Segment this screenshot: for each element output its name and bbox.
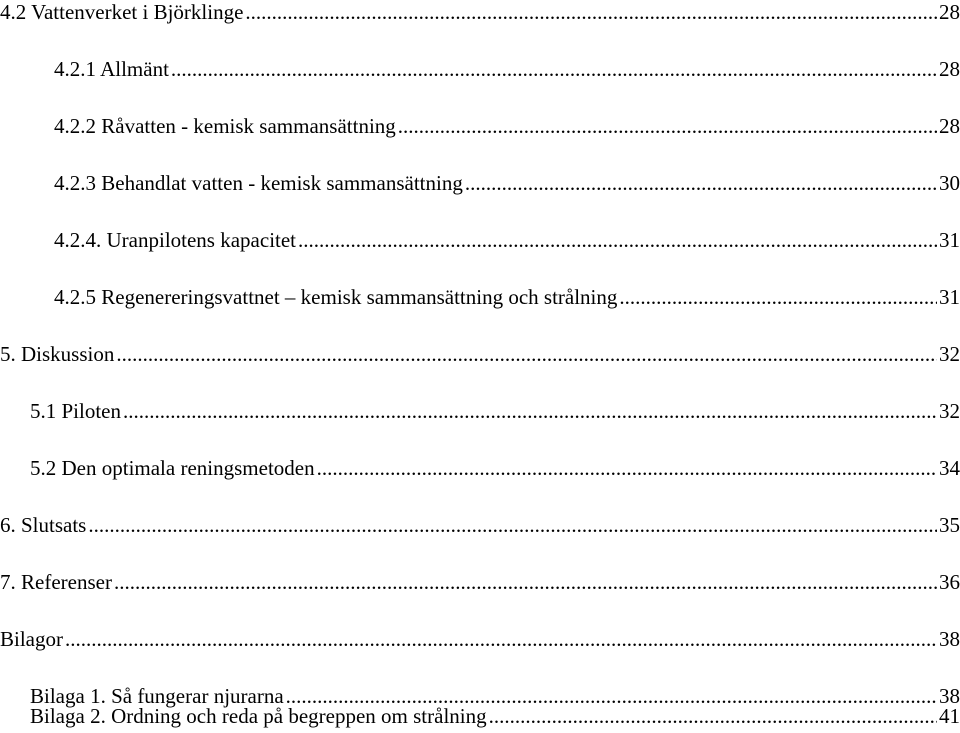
toc-entry-page-number: 30 <box>939 171 960 195</box>
toc-entry-bilagor[interactable] <box>0 622 960 656</box>
toc-entry-4-2[interactable] <box>0 0 960 29</box>
toc-entry-page-number: 31 <box>939 285 960 309</box>
toc-entry-page-number: 36 <box>939 570 960 594</box>
dot-leader <box>114 565 937 599</box>
toc-entry-title: 5.1 Piloten <box>30 399 122 423</box>
dot-leader <box>298 223 937 257</box>
toc-entry-page-number: 28 <box>939 114 960 138</box>
toc-entry-page-number: 32 <box>939 399 960 423</box>
toc-entry-title: 4.2.1 Allmänt <box>54 57 169 81</box>
toc-entry-page-number: 41 <box>939 704 960 728</box>
toc-entry-page-number: 28 <box>939 0 960 24</box>
toc-entry-title: 4.2.2 Råvatten - kemisk sammansättning <box>54 114 396 138</box>
toc-entry-title: 7. Referenser <box>0 570 112 594</box>
toc-entry-title: 5.2 Den optimala reningsmetoden <box>30 456 315 480</box>
toc-entry-5-2[interactable] <box>30 451 960 485</box>
dot-leader <box>398 109 937 143</box>
toc-entry-title: 4.2.4. Uranpilotens kapacitet <box>54 228 297 252</box>
toc-entry-4-2-4[interactable] <box>54 223 960 257</box>
toc-entry-title: 5. Diskussion <box>0 342 115 366</box>
toc-entry-6[interactable] <box>0 508 960 542</box>
toc-entry-title: 4.2.3 Behandlat vatten - kemisk sammansättning <box>54 171 463 195</box>
toc-entry-7[interactable] <box>0 565 960 599</box>
toc-entry-page-number: 35 <box>939 513 960 537</box>
toc-entry-page-number: 31 <box>939 228 960 252</box>
dot-leader <box>489 699 937 733</box>
dot-leader <box>317 451 937 485</box>
toc-entry-4-2-1[interactable] <box>54 52 960 86</box>
toc-entry-4-2-5[interactable] <box>54 280 960 314</box>
dot-leader <box>116 337 937 371</box>
toc-entry-page-number: 38 <box>939 627 960 651</box>
toc-entry-page-number: 38 <box>939 684 960 708</box>
dot-leader <box>465 166 937 200</box>
toc-entry-title: Bilagor <box>0 627 63 651</box>
toc-entry-4-2-3[interactable] <box>54 166 960 200</box>
toc-entry-4-2-2[interactable] <box>54 109 960 143</box>
dot-leader <box>88 508 937 542</box>
dot-leader <box>245 0 937 29</box>
toc-entry-page-number: 28 <box>939 57 960 81</box>
toc-entry-bilaga-2[interactable] <box>30 699 960 733</box>
toc-entry-title: Bilaga 2. Ordning och reda på begreppen om strålning <box>30 704 487 728</box>
dot-leader <box>171 52 937 86</box>
dot-leader <box>65 622 937 656</box>
toc-entry-page-number: 32 <box>939 342 960 366</box>
toc-entry-title: Bilaga 1. Så fungerar njurarna <box>30 684 284 708</box>
toc-entry-5-1[interactable] <box>30 394 960 428</box>
dot-leader <box>619 280 937 314</box>
toc-entry-5[interactable] <box>0 337 960 371</box>
toc-entry-title: 6. Slutsats <box>0 513 87 537</box>
toc-entry-title: 4.2 Vattenverket i Björklinge <box>0 0 244 24</box>
toc-entry-title: 4.2.5 Regenereringsvattnet – kemisk sammansättning och strålning <box>54 285 618 309</box>
dot-leader <box>123 394 937 428</box>
toc-entry-page-number: 34 <box>939 456 960 480</box>
